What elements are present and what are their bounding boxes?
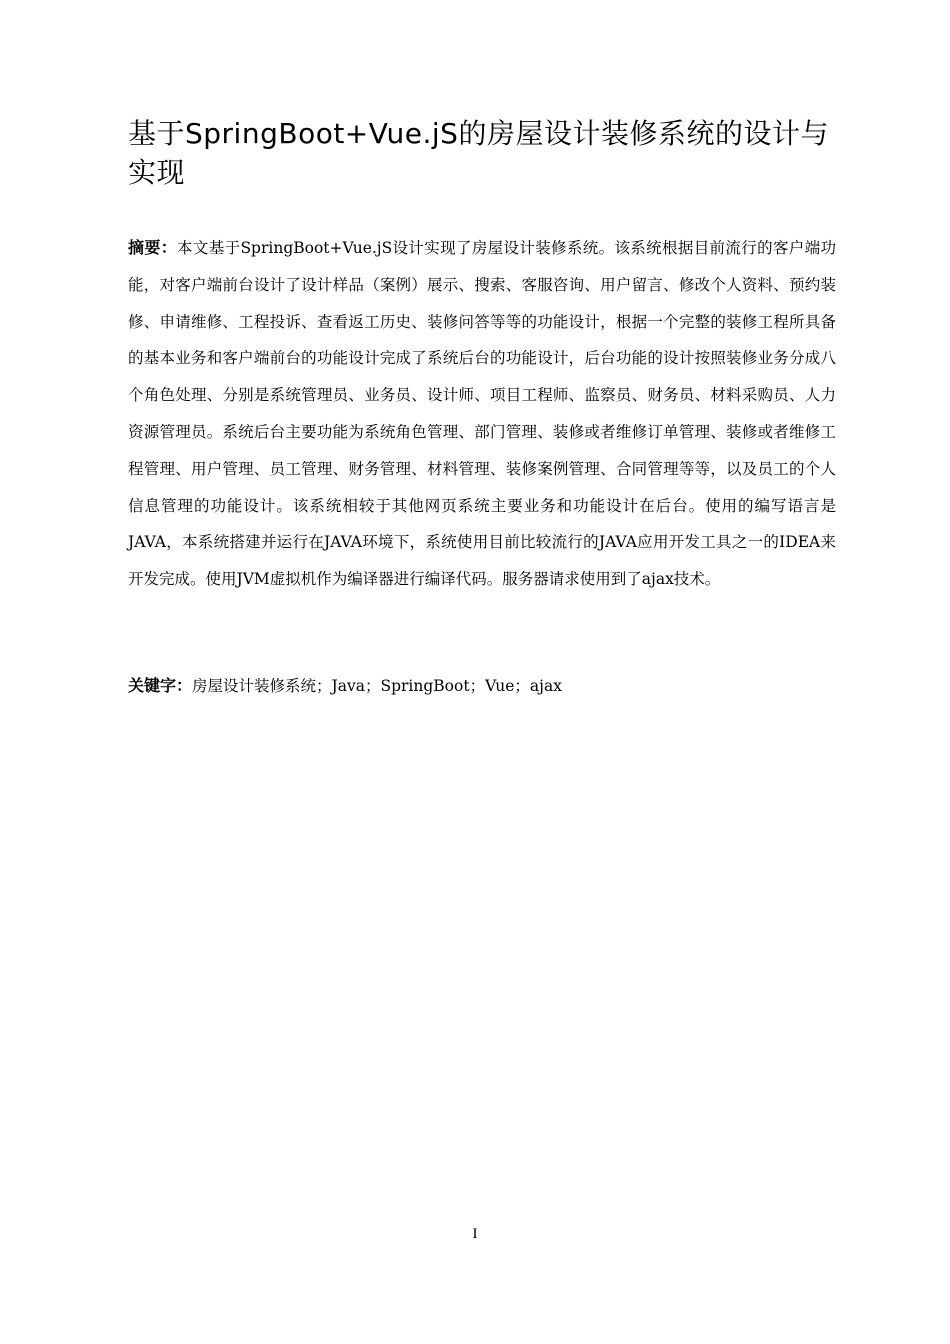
abstract-text: 本文基于SpringBoot+Vue.jS设计实现了房屋设计装修系统。该系统根据目前流行的客户端功能，对客户端前台设计了设计样品（案例）展示、搜索、客服咨询、用户留言、修改个人资料、预约装修、申请维修、工程投诉、查看返工历史、装修问答等等的功能设计，根据一个完整的装修工程所具备的基本业务和客户端前台的功能设计完成了系统后台的功能设计，后台功能的设计按照装修业务分成八个角色处理、分别是系统管理员、业务员、设计师、项目工程师、监察员、财务员、材料采购员、人力资源管理员。系统后台主要功能为系统角色管理、部门管理、装修或者维修订单管理、装修或者维修工程管理、用户管理、员工管理、财务管理、材料管理、装修案例管理、合同管理等等，以及员工的个人信息管理的功能设计。该系统相较于其他网页系统主要业务和功能设计在后台。使用的编写语言是JAVA，本系统搭建并运行在JAVA环境下，系统使用目前比较流行的JAVA应用开发工具之一的IDEA来开发完成。使用JVM虚拟机作为编译器进行编译代码。服务器请求使用到了ajax技术。 xyxy=(128,239,836,589)
abstract-paragraph xyxy=(128,230,836,598)
keywords-label: 关键字： xyxy=(128,676,193,695)
abstract-label: 摘要： xyxy=(128,238,178,257)
page-number: I xyxy=(472,1226,478,1242)
paper-title: 基于SpringBoot+Vue.jS的房屋设计装修系统的设计与实现 xyxy=(128,117,829,189)
keywords-text: 房屋设计装修系统；Java；SpringBoot；Vue；ajax xyxy=(192,677,562,695)
keywords-line xyxy=(128,672,836,700)
